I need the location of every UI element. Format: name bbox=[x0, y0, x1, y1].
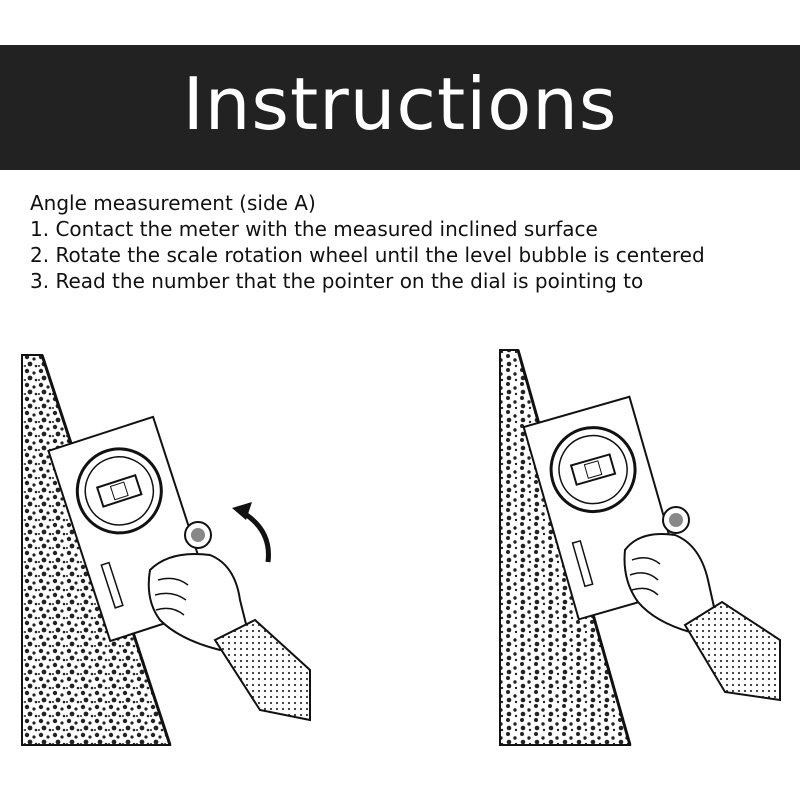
sleeve bbox=[685, 602, 780, 700]
instructions-text bbox=[30, 190, 790, 294]
title-banner bbox=[0, 45, 800, 170]
illustration-rotate-wheel bbox=[10, 340, 330, 760]
sleeve bbox=[215, 620, 310, 720]
step-2: 2. Rotate the scale rotation wheel until the level bubble is centered bbox=[30, 243, 705, 267]
step-1: 1. Contact the meter with the measured inclined surface bbox=[30, 217, 598, 241]
step-3: 3. Read the number that the pointer on the dial is pointing to bbox=[30, 269, 644, 293]
page-title: Instructions bbox=[182, 61, 618, 146]
instructions-heading: Angle measurement (side A) bbox=[30, 191, 316, 215]
illustration-hold-meter bbox=[490, 340, 790, 760]
